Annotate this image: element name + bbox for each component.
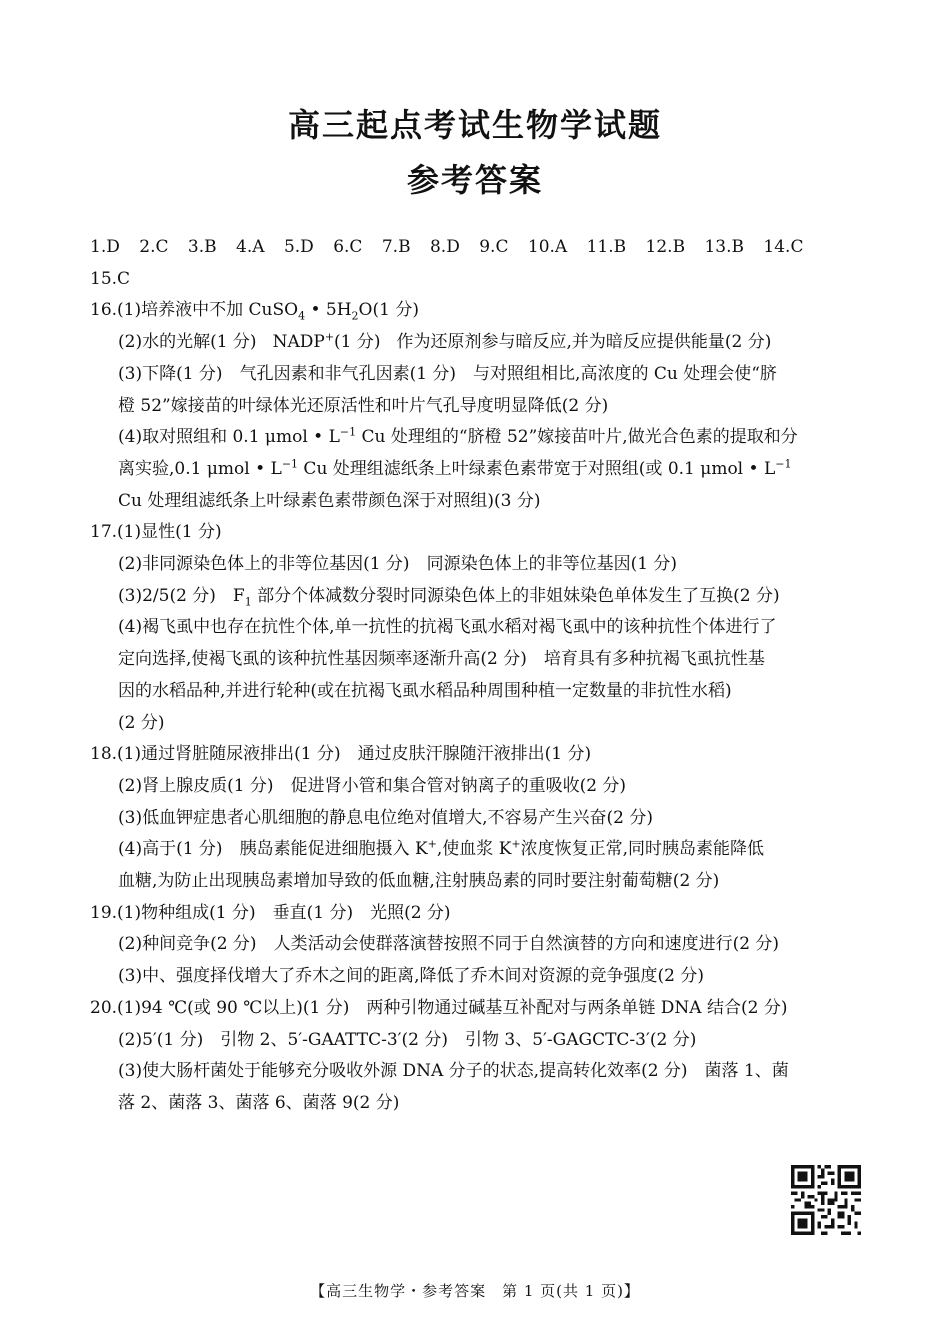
q20-part-2: (2)5′(1 分) 引物 2、5′-GAATTC-3′(2 分) 引物 3、5′-GAGCTC-3′(2 分) — [118, 1029, 697, 1050]
qr-code-icon — [791, 1165, 861, 1235]
q16-part-4-line-2: 离实验,0.1 μmol • $L^{-1}$ Cu 处理组滤纸条上叶绿素色素带宽于对照组(或 0.1 μmol • $L^{-1}$ — [118, 457, 792, 479]
answer-content — [90, 232, 870, 1120]
mc-answer: 10.A — [527, 237, 568, 257]
mc-answer: 4.A — [236, 237, 265, 257]
mc-answer: 7.B — [381, 237, 411, 257]
q17-part-4-line-3: 因的水稻品种,并进行轮种(或在抗褐飞虱水稻品种周围种植一定数量的非抗性水稻) — [118, 680, 732, 701]
page-footer: 【高三生物学・参考答案 第 1 页(共 1 页)】 — [310, 1282, 640, 1300]
q20-part-1: 20.(1)94 ℃(或 90 ℃以上)(1 分) 两种引物通过碱基互补配对与两条单链 DNA 结合(2 分) — [90, 997, 788, 1018]
q16-part-2: (2)水的光解(1 分) NADP+(1 分) 作为还原剂参与暗反应,并为暗反应提供能量(2 分) — [118, 330, 772, 353]
page-title: 高三起点考试生物学试题 — [287, 106, 662, 144]
q17-part-2: (2)非同源染色体上的非等位基因(1 分) 同源染色体上的非等位基因(1 分) — [118, 554, 678, 575]
q18-part-3: (3)低血钾症患者心肌细胞的静息电位绝对值增大,不容易产生兴奋(2 分) — [118, 807, 653, 828]
q18-part-1: 18.(1)通过肾脏随尿液排出(1 分) 通过皮肤汗腺随汗液排出(1 分) — [90, 744, 592, 765]
q17-part-1: 17.(1)显性(1 分) — [90, 522, 222, 543]
q16-part-3-line-2: 橙 52”嫁接苗的叶绿体光还原活性和叶片气孔导度明显降低(2 分) — [118, 395, 609, 416]
q19-part-1: 19.(1)物种组成(1 分) 垂直(1 分) 光照(2 分) — [90, 902, 451, 923]
mc-answer: 5.D — [283, 237, 314, 257]
q16-part-4-line-3: Cu 处理组滤纸条上叶绿素色素带颜色深于对照组)(3 分) — [118, 490, 541, 511]
q19-part-3: (3)中、强度择伐增大了乔木之间的距离,降低了乔木间对资源的竞争强度(2 分) — [118, 966, 704, 987]
q18-part-2: (2)肾上腺皮质(1 分) 促进肾小管和集合管对钠离子的重吸收(2 分) — [118, 775, 627, 796]
q17-part-3: (3)2/5(2 分) $F_1$ 部分个体减数分裂时同源染色体上的非姐妹染色单体发生了互换(2 分) — [118, 585, 780, 609]
q17-part-4-line-1: (4)褐飞虱中也存在抗性个体,单一抗性的抗褐飞虱水稻对褐飞虱中的该种抗性个体进行了 — [118, 617, 777, 638]
mc-answer: 14.C — [763, 237, 804, 257]
mc-answer: 8.D — [429, 237, 460, 257]
page-subtitle: 参考答案 — [406, 161, 543, 199]
q20-part-3-line-2: 落 2、菌落 3、菌落 6、菌落 9(2 分) — [118, 1092, 400, 1113]
mc-answer: 1.D — [90, 237, 120, 257]
mc-answers-row-2: 15.C — [90, 268, 131, 289]
q17-part-4-line-2: 定向选择,使褐飞虱的该种抗性基因频率逐渐升高(2 分) 培育具有多种抗褐飞虱抗性基 — [118, 649, 765, 670]
q17-part-4-line-4: (2 分) — [118, 712, 165, 733]
q16-part-4-line-1: (4)取对照组和 0.1 μmol • $L^{-1}$ Cu 处理组的“脐橙 52”嫁接苗叶片,做光合色素的提取和分 — [118, 425, 798, 448]
mc-answer: 11.B — [586, 237, 627, 257]
mc-answer: 6.C — [333, 237, 363, 257]
q18-part-4-line-2: 血糖,为防止出现胰岛素增加导致的低血糖,注射胰岛素的同时要注射葡萄糖(2 分) — [118, 871, 720, 892]
q20-part-3-line-1: (3)使大肠杆菌处于能够充分吸收外源 DNA 分子的状态,提高转化效率(2 分) 菌落 1、菌 — [118, 1061, 789, 1082]
mc-answer: 13.B — [704, 237, 744, 257]
q19-part-2: (2)种间竞争(2 分) 人类活动会使群落演替按照不同于自然演替的方向和速度进行(2 分) — [118, 934, 780, 955]
q16-part-1: 16.(1)培养液中不加 CuSO$_4$ • $5H_2O(1$ 分) — [90, 300, 419, 323]
q18-part-4-line-1: (4)高于(1 分) 胰岛素能促进细胞摄入 K+,使血浆 K+浓度恢复正常,同时胰岛素能降低 — [118, 837, 765, 860]
mc-answer: 3.B — [187, 237, 217, 257]
mc-answers-row-1 — [90, 232, 870, 264]
mc-answer: 2.C — [139, 237, 169, 257]
q16-part-3-line-1: (3)下降(1 分) 气孔因素和非气孔因素(1 分) 与对照组相比,高浓度的 Cu 处理会使“脐 — [118, 363, 777, 384]
mc-answer: 9.C — [479, 237, 509, 257]
mc-answer: 12.B — [645, 237, 686, 257]
